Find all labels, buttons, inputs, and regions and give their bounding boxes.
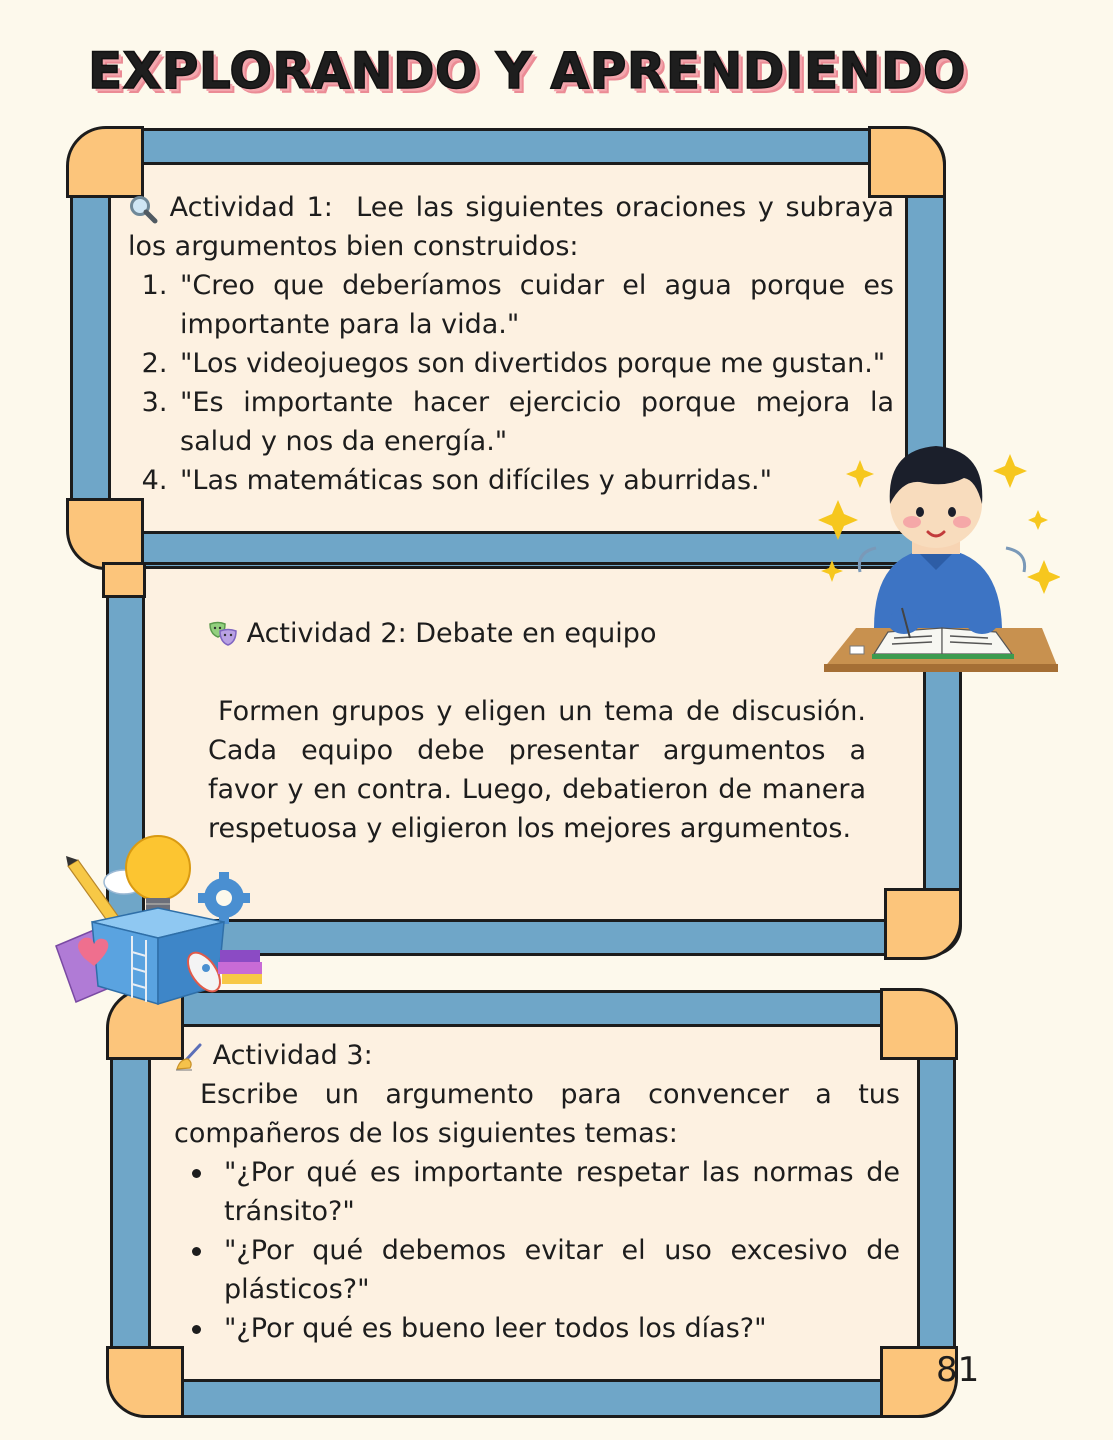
lightbulb-icon <box>126 836 190 918</box>
list-item: "¿Por qué es importante respetar las normas de tránsito?" <box>224 1153 900 1231</box>
activity3-text <box>174 1036 900 1348</box>
gear-icon <box>198 872 250 924</box>
activity1-intro-text: Lee las siguientes oraciones y subraya los argumentos bien construidos: <box>128 192 894 262</box>
corner-decoration <box>66 498 144 570</box>
activity2-text <box>208 614 866 848</box>
boy-studying-illustration <box>816 432 1060 676</box>
list-item: 1. "Creo que deberíamos cuidar el agua porque es importante para la vida." <box>176 266 894 344</box>
page-number: 81 <box>936 1350 980 1390</box>
activity3-list <box>174 1153 900 1348</box>
activity1-text <box>128 188 894 500</box>
books-icon <box>218 950 262 984</box>
theater-masks-icon <box>208 620 238 650</box>
list-item: "¿Por qué es bueno leer todos los días?" <box>224 1309 900 1348</box>
activity2-heading: Actividad 2: Debate en equipo <box>246 618 657 649</box>
activity1-list <box>128 266 894 500</box>
corner-decoration <box>106 1346 184 1418</box>
writing-hand-icon <box>174 1042 204 1072</box>
activity1-heading: Actividad 1: <box>169 192 333 223</box>
activity1-intro <box>128 188 894 266</box>
page-title: EXPLORANDO Y APRENDIENDO <box>88 42 966 100</box>
corner-decoration <box>102 562 146 598</box>
activity2-body: Formen grupos y eligen un tema de discusión. Cada equipo debe presentar argumentos a favor y en contra. Luego, debatieron de manera respetuosa y eligieron los mejores argumentos. <box>208 696 866 844</box>
magnifier-icon <box>128 194 158 224</box>
list-item: "¿Por qué debemos evitar el uso excesivo de plásticos?" <box>224 1231 900 1309</box>
activity3-heading: Actividad 3: <box>212 1040 373 1071</box>
list-item: 2. "Los videojuegos son divertidos porque me gustan." <box>176 344 894 383</box>
idea-box-illustration <box>54 826 266 1006</box>
list-item: 4. "Las matemáticas son difíciles y aburridas." <box>176 461 894 500</box>
activity3-intro: Escribe un argumento para convencer a tus compañeros de los siguientes temas: <box>174 1079 900 1149</box>
activity3-heading-line <box>174 1036 900 1075</box>
activity2-heading-line <box>208 614 866 653</box>
list-item: 3. "Es importante hacer ejercicio porque mejora la salud y nos da energía." <box>176 383 894 461</box>
